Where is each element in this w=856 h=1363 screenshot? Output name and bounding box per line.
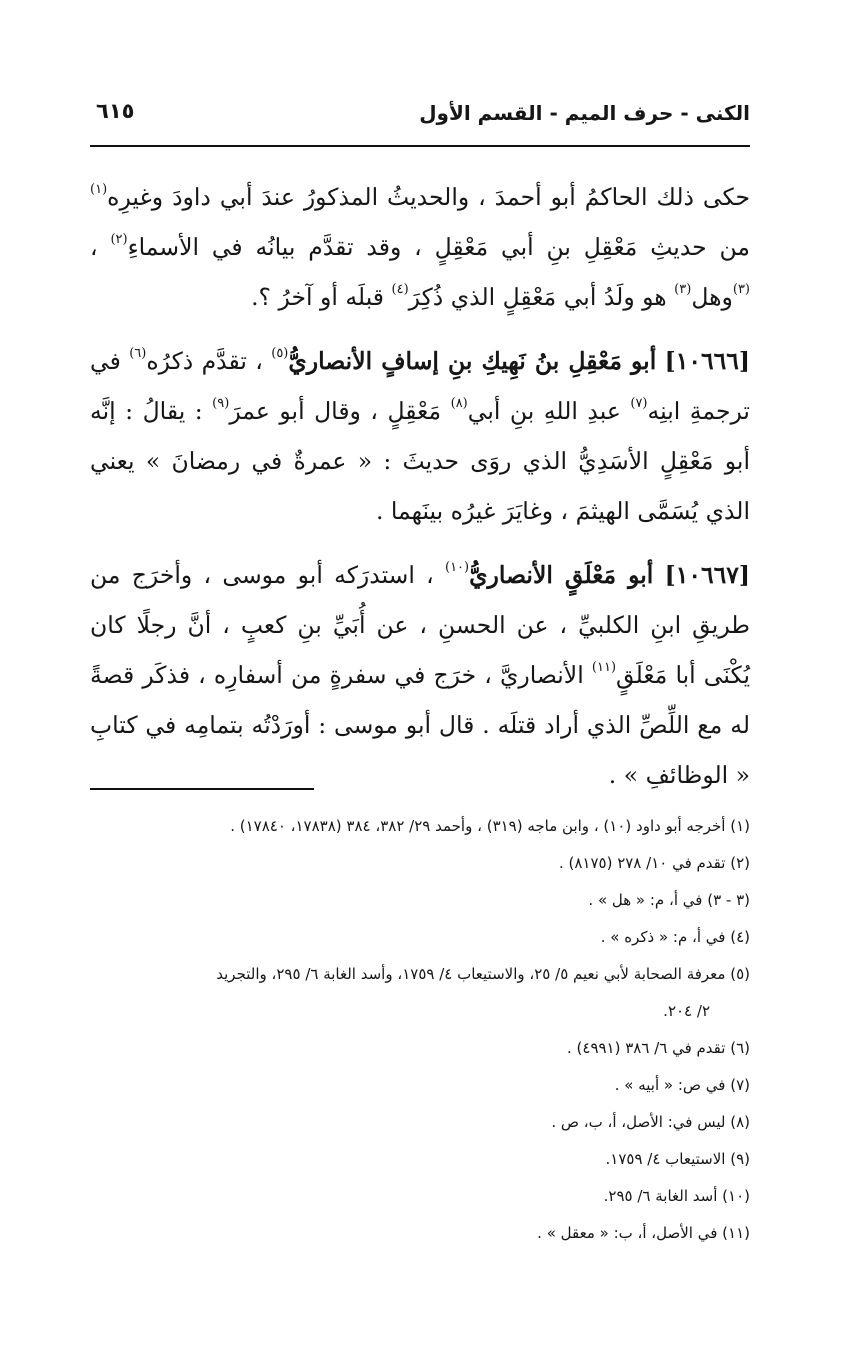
text-span: مَعْقِلٍ ، وقال أبو عمرَ bbox=[229, 397, 442, 425]
paragraph-2 bbox=[90, 336, 750, 536]
main-text bbox=[90, 172, 750, 814]
footnote: (٤) في أ، م: « ذكره » . bbox=[600, 928, 750, 946]
text-span: وهل bbox=[691, 283, 733, 311]
entry-heading: أبو مَعْقِلِ بنُ نَهِيكِ بنِ إسافٍ الأنصاريُّ bbox=[288, 347, 657, 375]
text-span: : يقالُ : إنَّه أبو مَعْقِلٍ الأسَدِيُّ الذي روَى حديثَ : « عمرةٌ في رمضانَ » يعني الذي يُسَمَّى الهيثمَ ، وغايَرَ غيرُه بينَهما . bbox=[90, 397, 750, 525]
text-span: ، تقدَّم ذكرُه bbox=[146, 347, 263, 375]
footnotes bbox=[90, 808, 750, 1252]
footnote-ref: (٩) bbox=[212, 396, 230, 411]
text-span: عبدِ اللهِ بنِ أبي bbox=[467, 397, 621, 425]
footnote-ref: (٥) bbox=[271, 346, 289, 361]
running-title: الكنى - حرف الميم - القسم الأول bbox=[419, 101, 750, 125]
footnote: (٢) تقدم في ١٠/ ٢٧٨ (٨١٧٥) . bbox=[558, 854, 750, 872]
footnote: (٣ - ٣) في أ، م: « هل » . bbox=[588, 891, 750, 909]
page-number: ٦١٥ bbox=[96, 99, 135, 123]
book-page bbox=[90, 0, 750, 1363]
footnote-ref: (١) bbox=[90, 182, 108, 197]
footnote: (٧) في ص: « أبيه » . bbox=[614, 1076, 750, 1094]
paragraph-3 bbox=[90, 550, 750, 800]
text-span: من حديثِ مَعْقِلِ بنِ أبي مَعْقِلٍ ، وقد تقدَّم بيانُه في الأسماءِ bbox=[127, 233, 750, 261]
footnote: (٦) تقدم في ٦/ ٣٨٦ (٤٩٩١) . bbox=[567, 1039, 750, 1057]
footnote-ref: (١١) bbox=[591, 660, 617, 675]
footnote: (٩) الاستيعاب ٤/ ١٧٥٩. bbox=[605, 1150, 750, 1168]
footnote-ref: (٧) bbox=[630, 396, 648, 411]
text-span: هو ولَدُ أبي مَعْقِلٍ الذي ذُكِرَ bbox=[408, 283, 667, 311]
footnote: (١٠) أسد الغابة ٦/ ٢٩٥. bbox=[603, 1187, 750, 1205]
text-span: الأنصاريَّ ، خرَج في سفرةٍ من أسفارِه ، فذكَر قصةً له مع اللِّصِّ الذي أراد قتلَه . قال أبو موسى : أورَدْتُه بتمامِه في كتابِ « الوظائفِ » . bbox=[90, 661, 750, 789]
entry-number: [١٠٦٦٧] bbox=[664, 561, 750, 589]
paragraph-1 bbox=[90, 172, 750, 322]
footnote: (١١) في الأصل، أ، ب: « معقل » . bbox=[537, 1224, 750, 1242]
text-span: حكى ذلك الحاكمُ أبو أحمدَ ، والحديثُ المذكورُ عندَ أبي داودَ وغيرِه bbox=[107, 183, 750, 211]
footnote-ref: (٣) bbox=[732, 282, 750, 297]
footnote-ref: (٦) bbox=[129, 346, 147, 361]
text-span: قبلَه أو آخرُ ؟. bbox=[251, 283, 385, 311]
footnote-ref: (٣) bbox=[674, 282, 692, 297]
text-span: في ترجمةِ ابنِه bbox=[90, 347, 750, 425]
footnote-continuation: ٢/ ٢٠٤. bbox=[663, 1002, 710, 1020]
text-span: ، استدرَكه أبو موسى ، وأخرَج من طريقِ ابنِ الكلبيِّ ، عن الحسنِ ، عن أُبَيِّ بنِ كعبٍ ، أنَّ رجلًا كان يُكْنَى أبا مَعْلَقٍ bbox=[90, 561, 750, 689]
running-header bbox=[90, 101, 750, 137]
footnote: (٥) معرفة الصحابة لأبي نعيم ٥/ ٢٥، والاستيعاب ٤/ ١٧٥٩، وأسد الغابة ٦/ ٢٩٥، والتجريد bbox=[216, 965, 750, 983]
text-span: ، bbox=[90, 233, 98, 261]
footnote-ref: (١٠) bbox=[445, 560, 470, 575]
footnote-ref: (٢) bbox=[110, 232, 128, 247]
header-rule bbox=[90, 145, 750, 147]
footnote-rule bbox=[90, 788, 314, 790]
footnote: (٨) ليس في: الأصل، أ، ب، ص . bbox=[551, 1113, 750, 1131]
footnote-ref: (٤) bbox=[391, 282, 409, 297]
entry-heading: أبو مَعْلَقٍ الأنصاريُّ bbox=[469, 561, 654, 589]
footnote: (١) أخرجه أبو داود (١٠) ، وابن ماجه (٣١٩) ، وأحمد ٢٩/ ٣٨٢، ٣٨٤ (١٧٨٣٨، ١٧٨٤٠) . bbox=[230, 817, 750, 835]
entry-number: [١٠٦٦٦] bbox=[664, 347, 750, 375]
footnote-ref: (٨) bbox=[450, 396, 468, 411]
